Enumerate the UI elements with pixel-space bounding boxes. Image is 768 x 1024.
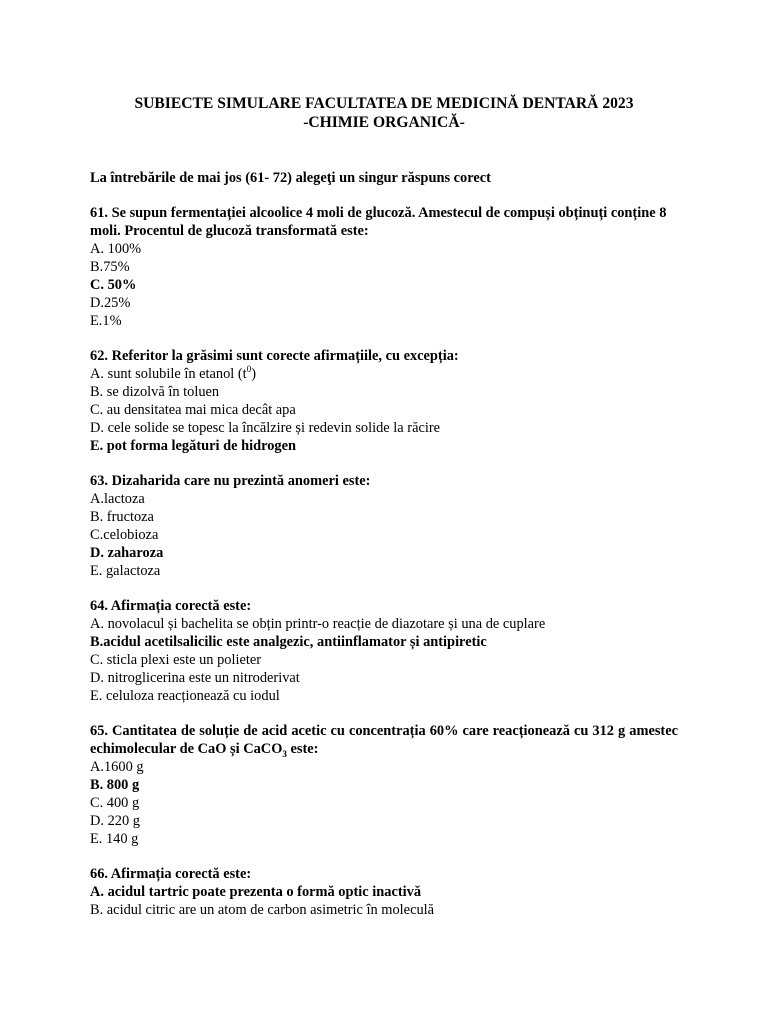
question-63 — [90, 473, 678, 580]
option-e: E. 140 g — [90, 830, 139, 847]
question-61 — [90, 205, 678, 330]
option-b: B. fructoza — [90, 509, 154, 525]
option-d: D. 220 g — [90, 812, 140, 829]
question-65 — [90, 723, 678, 848]
title-line-1: SUBIECTE SIMULARE FACULTATEA DE MEDICINĂ DENTARĂ 2023 — [134, 95, 634, 112]
option-b: B.75% — [90, 259, 130, 276]
question-stem: 64. Afirmația corectă este: — [90, 598, 252, 615]
option-c: C. sticla plexi este un polieter — [90, 651, 262, 668]
option-e: E.1% — [90, 312, 122, 329]
option-a-text: A. sunt solubile în etanol (t — [90, 366, 247, 383]
option-a: A. novolacul și bachelita se obțin printr-o reacție de diazotare și una de cuplare — [90, 616, 546, 633]
question-stem: 61. Se supun fermentației alcoolice 4 moli de glucoză. Amestecul de compuși obținuți conține 8 moli. Procentul de glucoză transformată este: — [90, 205, 667, 240]
option-b-correct: B. 800 g — [90, 776, 140, 793]
option-e-correct: E. pot forma legături de hidrogen — [90, 437, 296, 454]
question-stem: 62. Referitor la grăsimi sunt corecte afirmațiile, cu excepția: — [90, 348, 459, 365]
option-b: B. se dizolvă în toluen — [90, 384, 220, 401]
option-c: C.celobioza — [90, 526, 159, 543]
option-d: D. nitroglicerina este un nitroderivat — [90, 669, 300, 686]
question-stem — [90, 723, 678, 759]
option-a: A.1600 g — [90, 758, 144, 775]
option-c: C. au densitatea mai mica decât apa — [90, 401, 296, 418]
option-a: A. 100% — [90, 241, 142, 258]
instruction-text: La întrebările de mai jos (61- 72) alegeţi un singur răspuns corect — [90, 170, 491, 186]
document-title — [90, 94, 678, 132]
title-line-2: -CHIMIE ORGANICĂ- — [303, 114, 465, 131]
option-a-correct: A. acidul tartric poate prezenta o formă optic inactivă — [90, 883, 422, 900]
option-e: E. galactoza — [90, 562, 161, 579]
question-stem-text: 65. Cantitatea de soluție de acid acetic cu concentrația 60% care reacționează cu 312 g amestec echimolecular de CaO și CaCO — [90, 723, 678, 757]
option-e: E. celuloza reacționează cu iodul — [90, 687, 280, 704]
option-a: A.lactoza — [90, 491, 145, 508]
option-a-tail: ) — [251, 366, 256, 383]
question-stem-tail: este: — [286, 740, 319, 757]
option-d: D.25% — [90, 294, 131, 311]
option-c-correct: C. 50% — [90, 277, 137, 294]
question-62 — [90, 348, 678, 455]
subscript: 3 — [282, 748, 287, 759]
superscript: 0 — [246, 364, 252, 375]
option-a — [90, 366, 678, 384]
option-d-correct: D. zaharoza — [90, 544, 164, 561]
option-b-correct: B.acidul acetilsalicilic este analgezic, antiinflamator și antipiretic — [90, 633, 487, 650]
question-64 — [90, 598, 678, 705]
question-66 — [90, 866, 678, 920]
option-d: D. cele solide se topesc la încălzire și redevin solide la răcire — [90, 419, 441, 436]
question-stem: 66. Afirmația corectă este: — [90, 865, 252, 882]
option-c: C. 400 g — [90, 794, 140, 811]
question-stem: 63. Dizaharida care nu prezintă anomeri este: — [90, 473, 371, 490]
option-b: B. acidul citric are un atom de carbon asimetric în moleculă — [90, 901, 435, 918]
